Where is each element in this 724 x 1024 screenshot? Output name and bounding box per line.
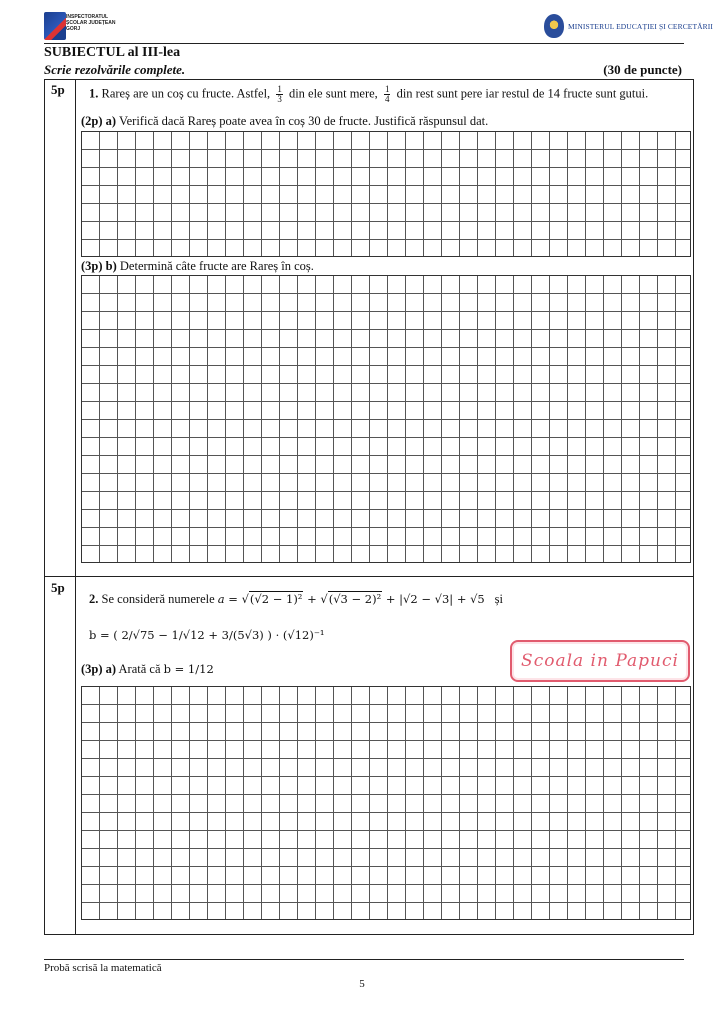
inspectorate-logo-text: INSPECTORATUL ȘCOLAR JUDEȚEAN GORJ <box>66 14 116 32</box>
footer-divider <box>44 959 684 960</box>
header-divider <box>44 43 684 44</box>
problem2-number: 2. <box>89 592 99 606</box>
b-expression: b = ( 2/√75 − 1/√12 + 3/(5√3) ) · (√12)⁻¹ <box>89 628 325 642</box>
problem1-part-b: (3p) b) Determină câte fructe are Rareș în coș. <box>81 259 314 273</box>
b-equals-expression: b = 1/12 <box>163 662 214 676</box>
answer-grid-2a[interactable] <box>81 686 691 920</box>
answer-grid-1a[interactable] <box>81 131 691 257</box>
problem1-number: 1. <box>89 86 99 101</box>
page-number: 5 <box>359 978 365 990</box>
flag-emblem-icon <box>44 12 66 40</box>
answer-grid-1b[interactable] <box>81 275 691 563</box>
footer-text: Probă scrisă la matematică <box>44 962 162 974</box>
problem1-statement <box>89 85 648 104</box>
problem1-part-a: (2p) a) Verifică dacă Rareș poate avea în coș 30 de fructe. Justifică răspunsul dat. <box>81 114 489 128</box>
fraction-one-third: $\frac{1}{3}$ <box>277 84 282 104</box>
fraction-one-quarter: $\frac{1}{4}$ <box>384 84 390 104</box>
watermark-text: Scoala in Papuci <box>521 651 679 671</box>
problem2-part-a: (3p) a) Arată că b = 1/12 <box>81 662 214 676</box>
instruction-text: Scrie rezolvările complete. <box>44 62 186 77</box>
problem2-statement <box>89 592 503 607</box>
inspectorate-logo <box>44 12 124 44</box>
problem1-text-a: Rareș are un coș cu fructe. Astfel, <box>101 86 271 101</box>
problem2-score: 5p <box>51 580 65 595</box>
problem1-score: 5p <box>51 82 65 97</box>
ministry-logo-text: MINISTERUL EDUCAȚIEI ȘI CERCETĂRII <box>568 22 713 31</box>
conjunction-and: și <box>494 592 503 606</box>
problem2-intro: Se consideră numerele <box>101 592 215 606</box>
subject-title: SUBIECTUL al III-lea <box>44 45 181 60</box>
exam-table <box>44 79 694 935</box>
problem1-text-b: din ele sunt mere, <box>288 86 378 101</box>
a-expression: a = √(√2 − 1)² + √(√3 − 2)² + |√2 − √3| + √5 <box>217 592 485 606</box>
problem-divider <box>45 576 693 577</box>
coat-of-arms-icon <box>544 14 564 38</box>
total-points: (30 de puncte) <box>603 62 682 77</box>
ministry-logo <box>544 14 713 40</box>
score-column-divider <box>75 80 76 934</box>
watermark-stamp <box>510 640 690 682</box>
problem1-text-c: din rest sunt pere iar restul de 14 fructe sunt gutui. <box>396 86 649 101</box>
